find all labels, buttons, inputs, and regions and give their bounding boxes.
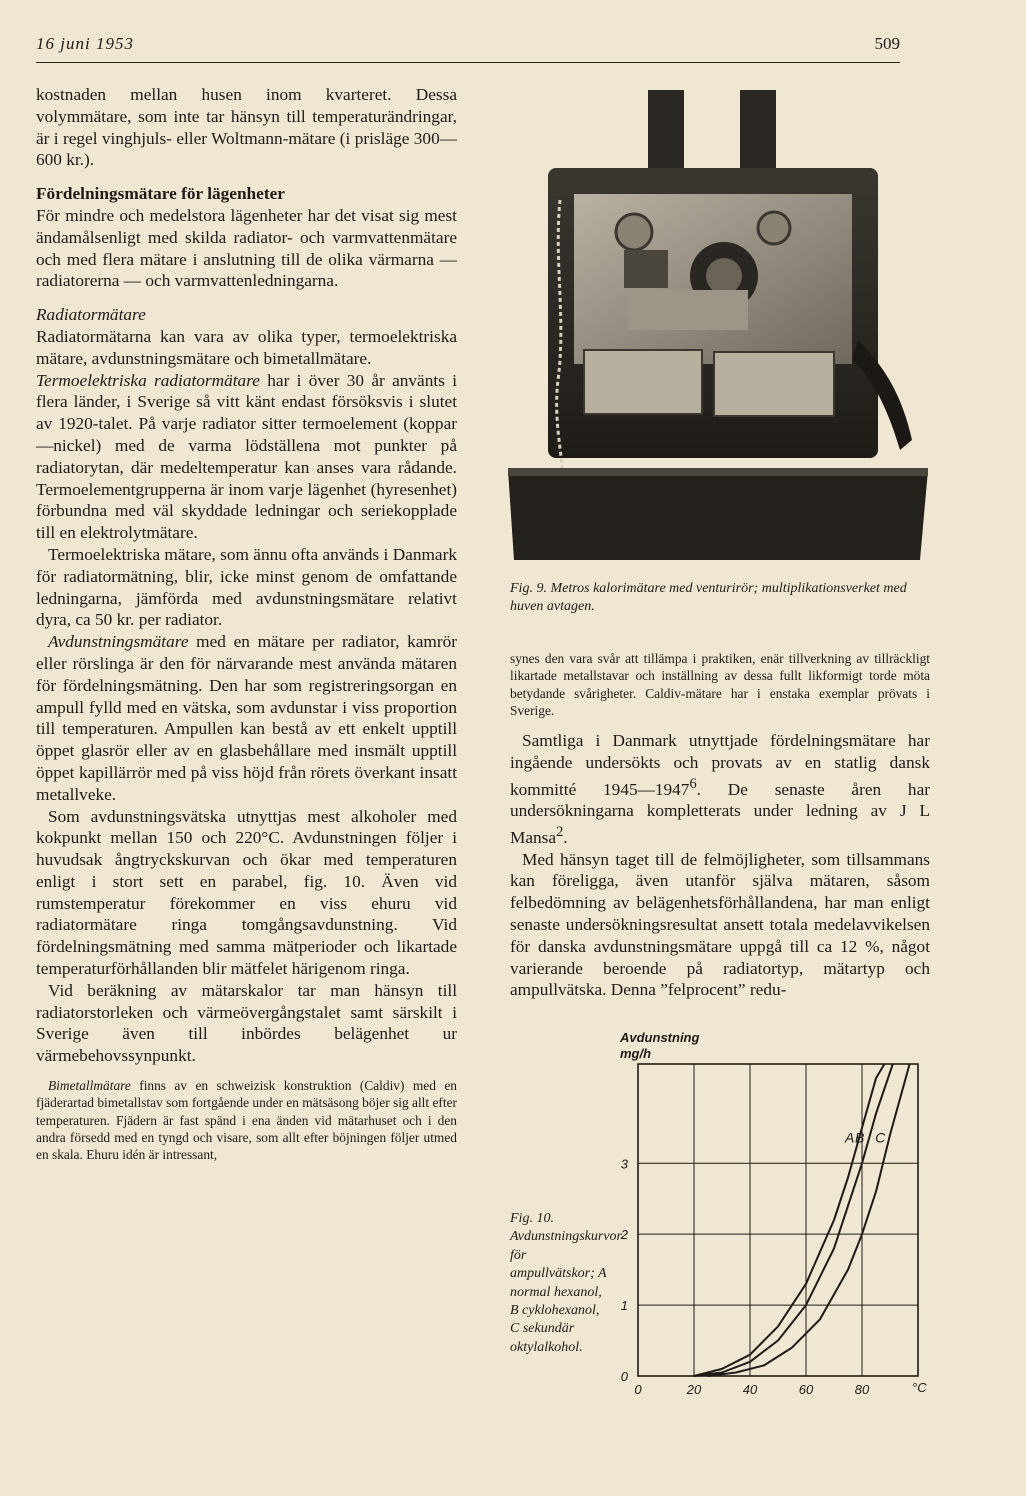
x-tick-label: 80 [854,1382,870,1397]
small-paragraph-continued [510,650,930,719]
series-line-a [694,1064,884,1376]
paragraph: För mindre och medelstora lägenheter har det visat sig mest ändamålsenligt med skilda radiator- och varmvattenmätare och med flera mätare i anslutning till de olika värmarna — radiatorerna — och varmvattenledningarna. [36,205,457,291]
right-column [510,730,930,1001]
x-tick-label: 60 [798,1382,814,1397]
lead-term: Avdunstningsmätare [48,632,189,652]
paragraph: Termoelektriska mätare, som ännu ofta används i Danmark för radiatormätning, blir, icke minst genom de omfattande ledningarna, jämförda med avdunstningsmätare relativt dyra, ca 50 kr. per radiator. [36,544,457,630]
page-number: 509 [874,34,900,53]
paragraph-text: har i över 30 år använts i flera länder, i Sverige så vitt känt endast försöksvis i slutet av 1920-talet. På varje radiator sitter termoelement (koppar—nickel) med de varma lödställena mot punkter på radiatorytan, där medeltemperatur kan anses vara rådande. Termoelementgrupperna är inom varje lägenhet (hyresenhet) förbundna med väl skyddade ledningar och seriekopplade till en elektrolytmätare. [36,370,457,543]
paragraph: Som avdunstningsvätska utnyttjas mest alkoholer med kokpunkt mellan 150 och 220°C. Avdunstningen följer i huvudsak ångtryckskurvan och ökar med temperaturen enligt i stort sett en parabel, fig. 10. Även vid rumstemperatur förekommer en viss ehuru vid radiatormätare ringa tomgångsavdunstning. Vid fördelningsmätning med samma mätperioder och likartade temperaturförhållanden blir mätfelet härigenom ringa. [36,806,457,979]
fig10-caption: Fig. 10. Avdunstningskurvor för ampullvätskor; A normal hexanol, B cyklohexanol, C sekundär oktylalkohol. [510,1211,622,1355]
series-label-b: B [855,1129,865,1146]
lead-term: Termoelektriska radiatormätare [36,370,260,390]
left-column [36,84,457,1164]
x-tick-label: 20 [686,1382,702,1397]
lead-term: Bimetallmätare [48,1078,131,1094]
small-paragraph: synes den vara svår att tillämpa i praktiken, enär tillverkning av tillräckligt likartade metallstavar och inställning av dessa fullt likformigt torde möta betydande svårigheter. Caldiv-mätare har i enstaka exemplar prövats i Sverige. [510,651,930,718]
paragraph [36,631,457,805]
y-tick-label: 0 [620,1369,628,1384]
x-tick-label: 40 [742,1382,758,1397]
fig9-caption: Fig. 9. Metros kalorimätare med venturirör; multiplikationsverket med huven avtagen. [510,581,907,614]
x-tick-label: 0 [634,1382,642,1397]
header-rule [36,62,900,63]
paragraph-text: med en mätare per radiator, kamrör eller rörslinga är den för närvarande mest använda mätaren för fördelningsmätning. Den har som registreringsorgan en ampull fylld med en vätska, som avdunstar i viss proportion till temperaturen. Ampullen kan bestå av ett enkelt upptill öppet glasrör eller av en glasbehållare med insmält upptill öppet kapillärrör med på viss höjd från rörets överkant insatt metallveke. [36,632,457,804]
paragraph-text: finns av en schweizisk konstruktion (Caldiv) med en fjäderartad bimetallstav som fortgående under en mätsäsong böjer sig allt efter temperaturen. Fjädern är fast spänd i ena änden vid mätarhuset och i den andra försedd med en tyngd och visare, som allt efter böjningen följer utmed en skala. Ehuru idén är intressant, [36,1078,457,1163]
y-tick-label: 1 [620,1298,628,1314]
subsection-heading: Radiatormätare [36,305,146,325]
reference-sup: 2 [556,823,564,840]
series-label-c: C [875,1129,886,1146]
small-paragraph [36,1077,457,1163]
issue-date: 16 juni 1953 [36,34,134,53]
evaporation-chart [612,1030,928,1410]
paragraph [36,370,457,544]
series-label-a: A [845,1129,855,1146]
y-axis-unit: mg/h [620,1046,652,1061]
reference-sup: 6 [689,775,697,792]
chart-series [694,1064,910,1376]
intro-paragraph: kostnaden mellan husen inom kvarteret. Dessa volymmätare, som inte tar hänsyn till temperaturändringar, är i regel vinghjuls- eller Woltmann-mätare (i prisläge 300—600 kr.). [36,85,457,170]
y-tick-label: 3 [620,1156,628,1172]
y-tick-label: 2 [620,1227,628,1243]
x-axis-label: °C [912,1380,927,1395]
y-axis-label: Avdunstning [620,1030,700,1045]
paragraph [510,730,930,849]
paragraph-text: . [563,827,568,847]
fig10-chart [612,1030,928,1410]
fig9-photo [508,90,928,570]
paragraph-text: Samtliga i Danmark utnyttjade fördelningsmätare har ingående undersökts och provats av en statlig dansk kommitté 1945—1947 [510,731,930,799]
series-line-b [694,1064,893,1376]
paragraph-text: . De senaste åren har undersökningarna kompletterats under ledning av J L Mansa [510,779,931,847]
paragraph: Vid beräkning av mätarskalor tar man hänsyn till radiatorstorleken och värmeövergångstalet samt särskilt i Sverige även till inbördes belägenhet ur värmebehovssynpunkt. [36,980,457,1066]
paragraph: Med hänsyn taget till de felmöjligheter, som tillsammans kan föreligga, även utanför själva mätaren, såsom felbedömning av belägenhetsförhållandena, har man enligt senaste undersökningsresultat ansett totala medelavvikelsen för danska avdunstningsmätare uppgå till ca 12 %, något varierande beroende på radiatortyp, mätartyp och ampullvätska. Denna ”felprocent” redu- [510,849,930,1000]
paragraph: Radiatormätarna kan vara av olika typer, termoelektriska mätare, avdunstningsmätare och bimetallmätare. [36,326,457,368]
page-header [36,34,900,60]
calorimeter-photo [508,90,928,570]
section-heading: Fördelningsmätare för lägenheter [36,184,285,204]
series-line-c [708,1064,910,1376]
chart-ticks [620,1156,870,1397]
